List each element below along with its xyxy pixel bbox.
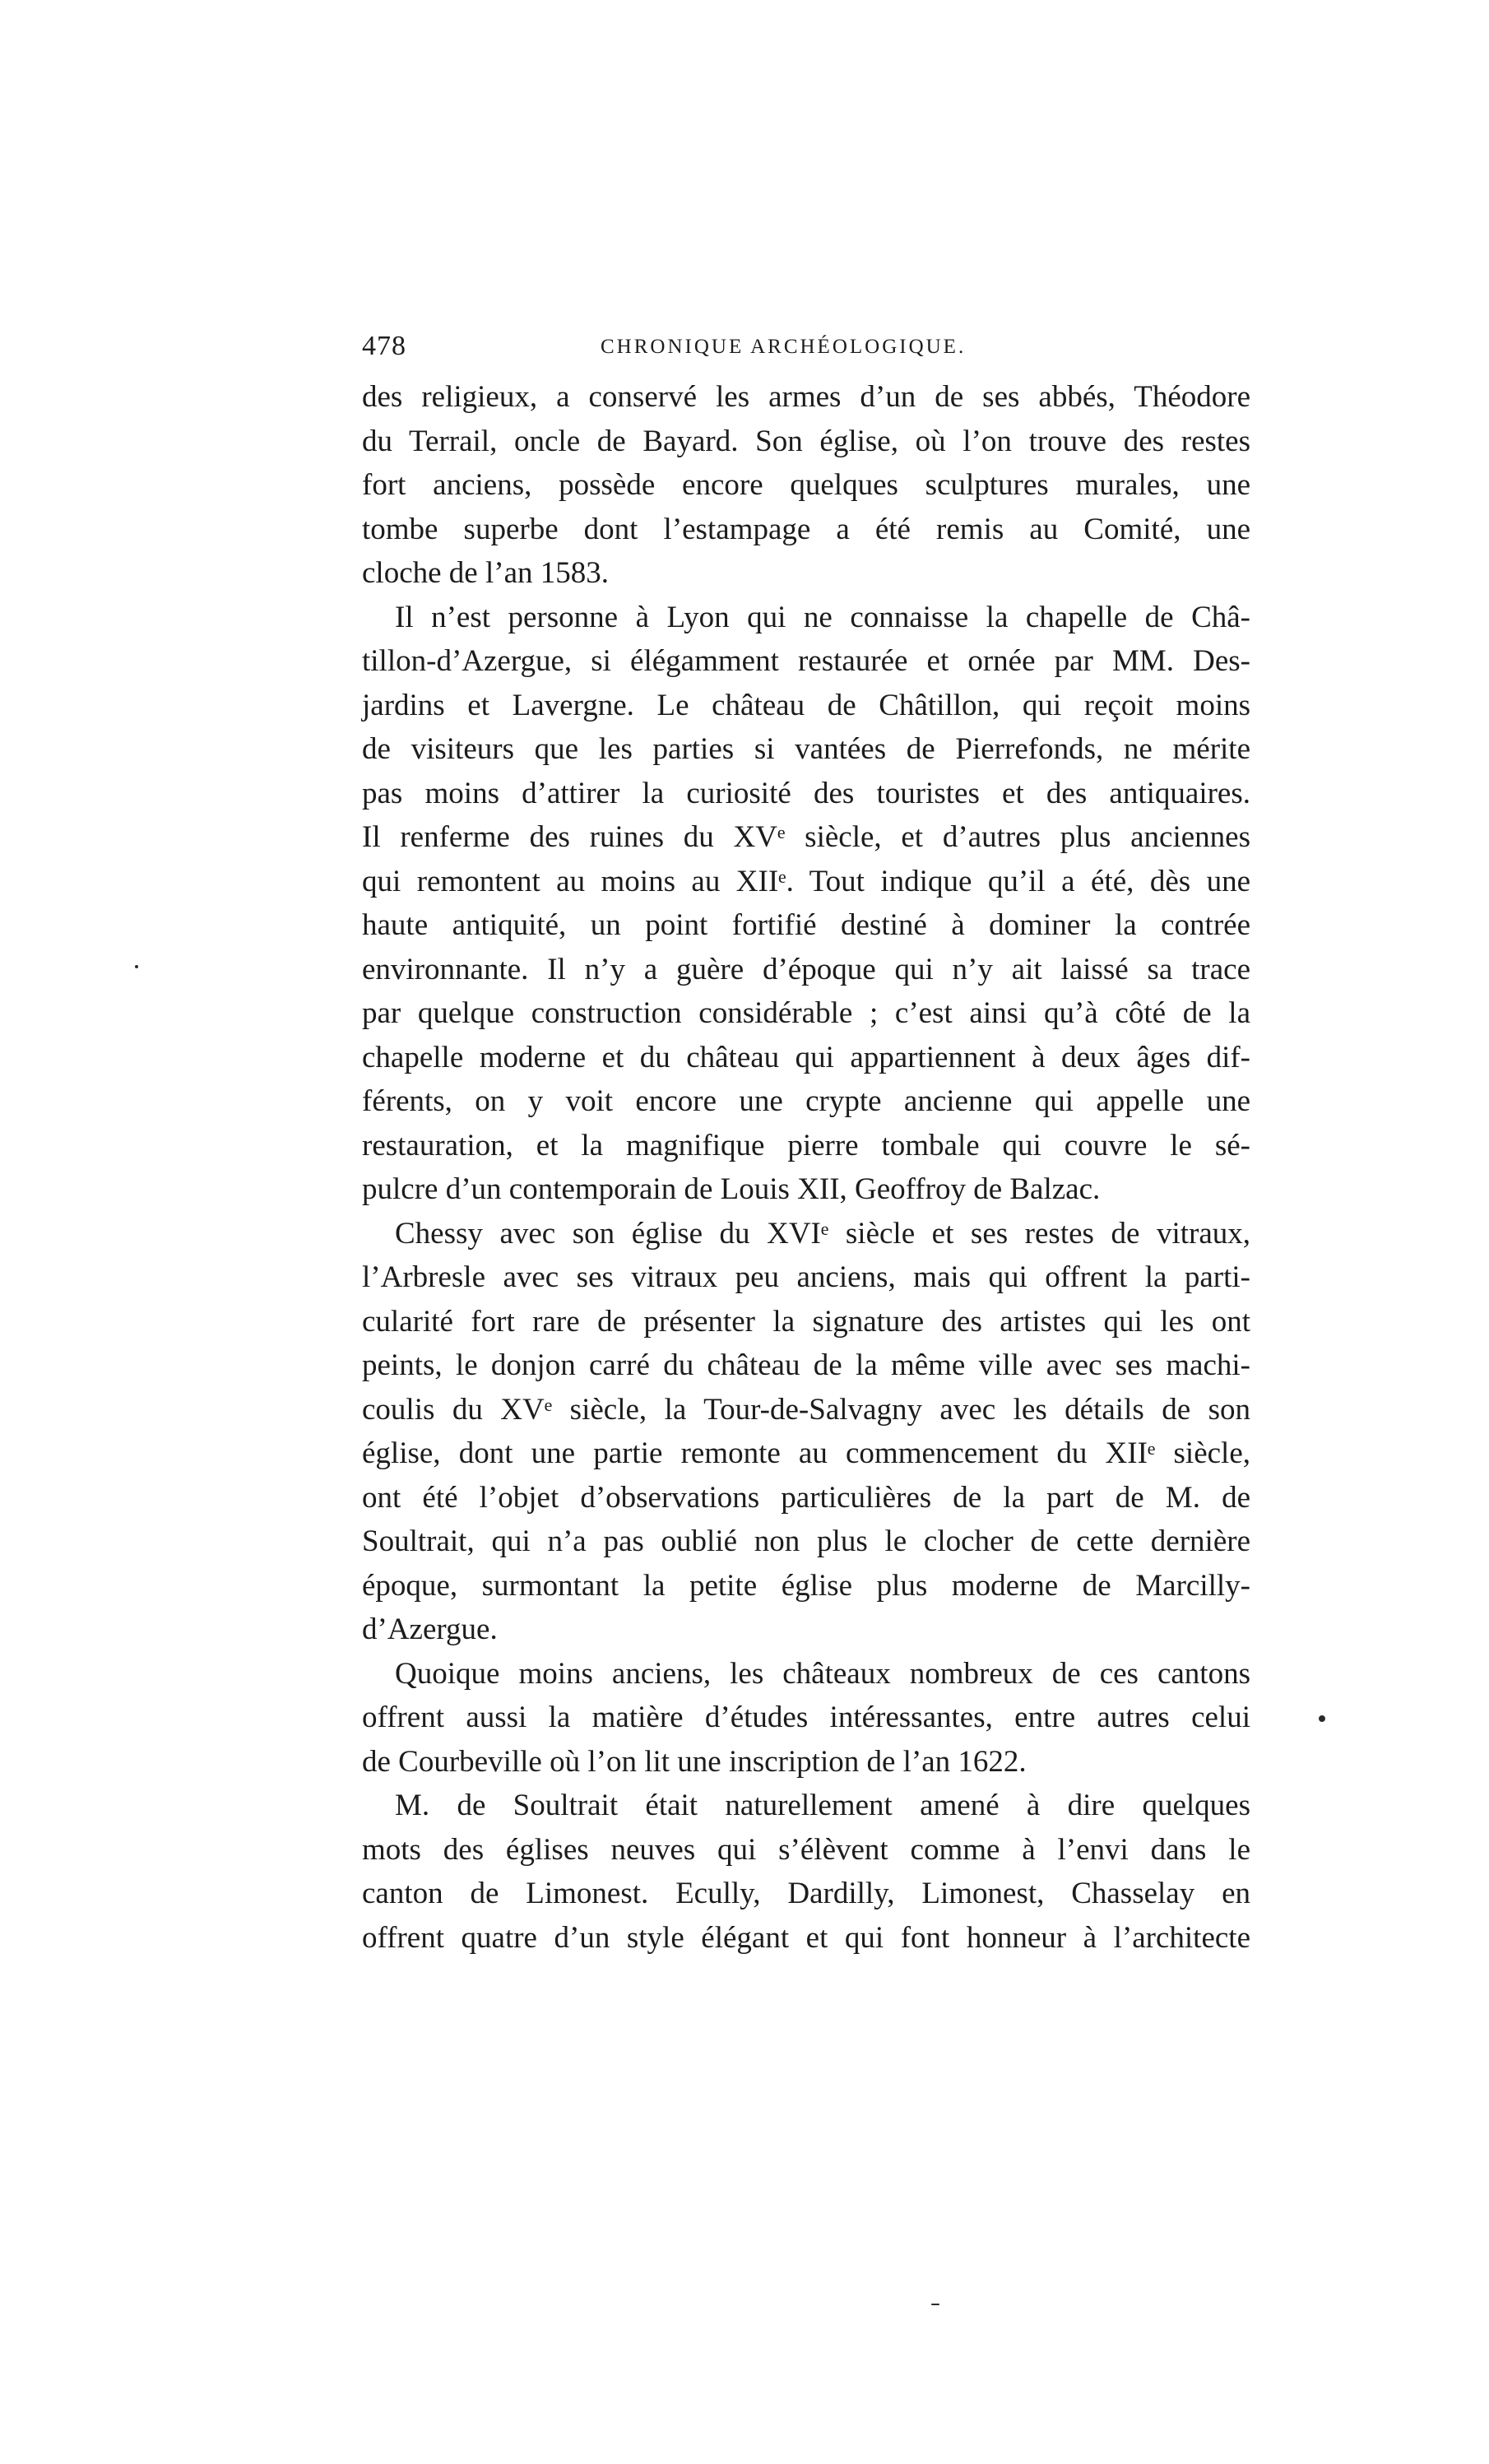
page-header bbox=[362, 331, 1250, 370]
text-line: église, dont une partie remonte au commencement du XIIᵉ siècle, bbox=[362, 1436, 1250, 1470]
text-line: canton de Limonest. Ecully, Dardilly, Limonest, Chasselay en bbox=[362, 1877, 1250, 1910]
paragraph bbox=[362, 1652, 1250, 1784]
text-line: Soultrait, qui n’a pas oublié non plus le clocher de cette dernière bbox=[362, 1524, 1250, 1558]
paragraph bbox=[362, 375, 1250, 596]
text-line: M. de Soultrait était naturellement amené à dire quelques bbox=[395, 1789, 1250, 1822]
paragraph bbox=[362, 596, 1250, 1212]
text-line: par quelque construction considérable ; c’est ainsi qu’à côté de la bbox=[362, 996, 1250, 1030]
text-line: peints, le donjon carré du château de la même ville avec ses machi- bbox=[362, 1348, 1250, 1382]
text-line: Quoique moins anciens, les châteaux nombreux de ces cantons bbox=[395, 1656, 1250, 1691]
text-line: haute antiquité, un point fortifié destiné à dominer la contrée bbox=[362, 908, 1250, 942]
text-line: de visiteurs que les parties si vantées de Pierrefonds, ne mérite bbox=[362, 732, 1250, 766]
paragraph bbox=[362, 1784, 1250, 1960]
text-line: offrent quatre d’un style élégant et qui font honneur à l’architecte bbox=[362, 1920, 1250, 1955]
ink-speck bbox=[1319, 1715, 1325, 1722]
text-line: offrent aussi la matière d’études intéressantes, entre autres celui bbox=[362, 1701, 1250, 1734]
text-line: de Courbeville où l’on lit une inscription de l’an 1622. bbox=[362, 1744, 1027, 1779]
text-line: restauration, et la magnifique pierre tombale qui couvre le sé- bbox=[362, 1128, 1250, 1162]
text-line: du Terrail, oncle de Bayard. Son église, où l’on trouve des restes bbox=[362, 424, 1250, 458]
text-line: chapelle moderne et du château qui appartiennent à deux âges dif- bbox=[362, 1040, 1250, 1074]
body-text bbox=[362, 375, 1250, 1960]
text-line: cularité fort rare de présenter la signature des artistes qui les ont bbox=[362, 1304, 1250, 1339]
text-line: pulcre d’un contemporain de Louis XII, Geoffroy de Balzac. bbox=[362, 1172, 1101, 1206]
text-line: des religieux, a conservé les armes d’un de ses abbés, Théodore bbox=[362, 380, 1250, 414]
text-line: mots des églises neuves qui s’élèvent comme à l’envi dans le bbox=[362, 1832, 1250, 1867]
paragraph bbox=[362, 1212, 1250, 1652]
text-line: Il renferme des ruines du XVᵉ siècle, et d’autres plus anciennes bbox=[362, 820, 1250, 854]
text-line: Chessy avec son église du XVIᵉ siècle et ses restes de vitraux, bbox=[395, 1216, 1250, 1251]
ink-speck bbox=[931, 2304, 939, 2305]
text-line: coulis du XVᵉ siècle, la Tour-de-Salvagny avec les détails de son bbox=[362, 1392, 1250, 1427]
text-line: férents, on y voit encore une crypte ancienne qui appelle une bbox=[362, 1084, 1250, 1118]
ink-speck bbox=[135, 965, 138, 968]
text-line: tombe superbe dont l’estampage a été remis au Comité, une bbox=[362, 512, 1250, 546]
text-line: ont été l’objet d’observations particulières de la part de M. de bbox=[362, 1480, 1250, 1515]
text-line: d’Azergue. bbox=[362, 1613, 498, 1646]
text-line: qui remontent au moins au XIIᵉ. Tout indique qu’il a été, dès une bbox=[362, 864, 1250, 898]
text-line: cloche de l’an 1583. bbox=[362, 556, 609, 590]
text-line: époque, surmontant la petite église plus moderne de Marcilly- bbox=[362, 1568, 1250, 1603]
text-line: tillon-d’Azergue, si élégamment restaurée et ornée par MM. Des- bbox=[362, 644, 1250, 678]
text-line: Il n’est personne à Lyon qui ne connaisse la chapelle de Châ- bbox=[395, 600, 1250, 634]
text-line: pas moins d’attirer la curiosité des touristes et des antiquaires. bbox=[362, 776, 1250, 810]
running-head: CHRONIQUE ARCHÉOLOGIQUE. bbox=[601, 336, 967, 358]
text-line: environnante. Il n’y a guère d’époque qui n’y ait laissé sa trace bbox=[362, 952, 1250, 986]
text-line: fort anciens, possède encore quelques sculptures murales, une bbox=[362, 468, 1250, 502]
text-line: jardins et Lavergne. Le château de Châtillon, qui reçoit moins bbox=[362, 688, 1250, 722]
text-line: l’Arbresle avec ses vitraux peu anciens, mais qui offrent la parti- bbox=[362, 1260, 1250, 1294]
page-number: 478 bbox=[362, 331, 406, 361]
